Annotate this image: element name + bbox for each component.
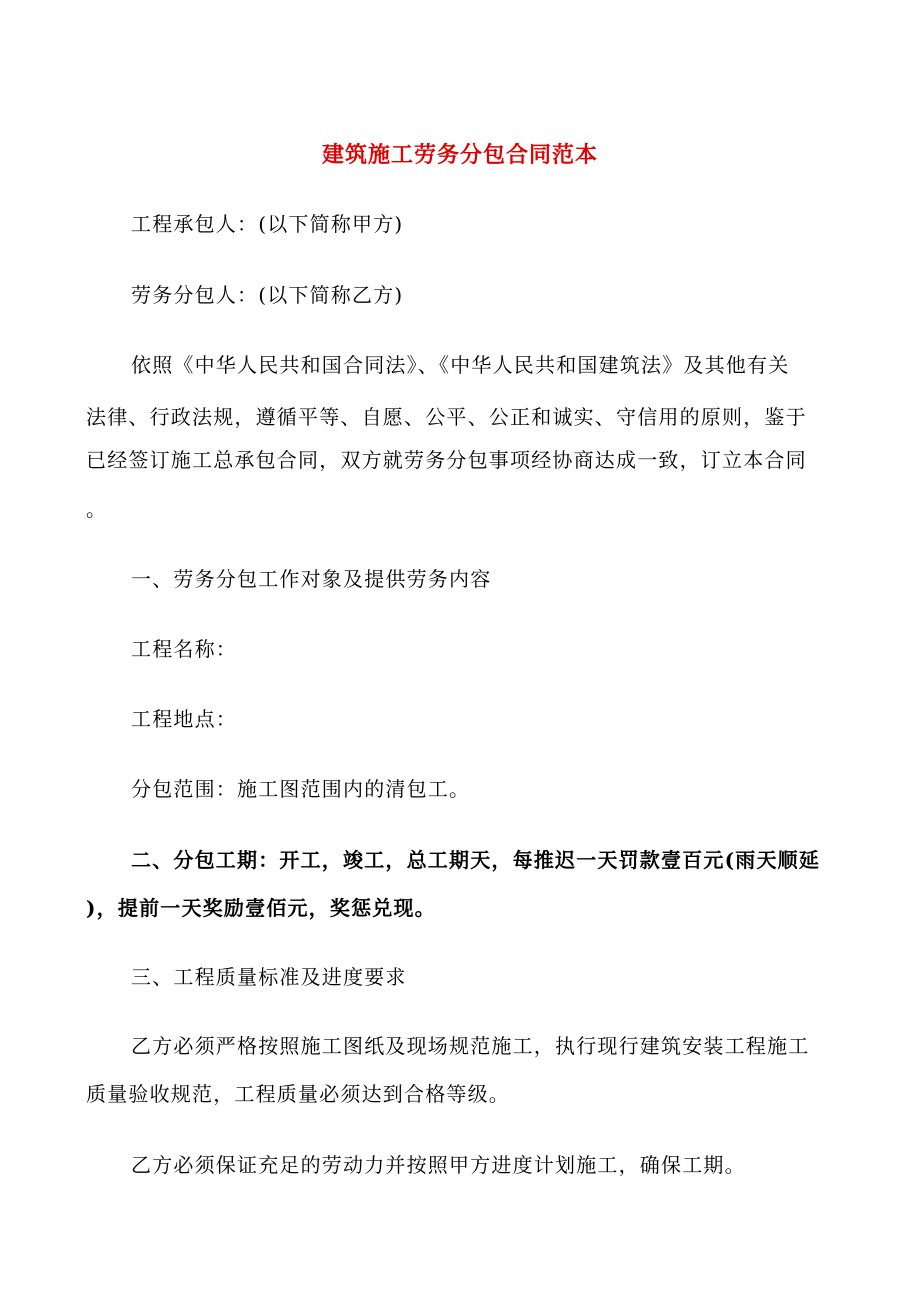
party-a-line: 工程承包人：(以下简称甲方) bbox=[131, 212, 404, 236]
quality-paragraph-line-1: 乙方必须严格按照施工图纸及现场规范施工，执行现行建筑安装工程施工 bbox=[131, 1034, 810, 1058]
preamble-line-1: 依照《中华人民共和国合同法》、《中华人民共和国建筑法》及其他有关 bbox=[131, 353, 790, 377]
subcontract-scope-line: 分包范围：施工图范围内的清包工。 bbox=[131, 777, 471, 801]
section-2-line-2: )，提前一天奖励壹佰元，奖惩兑现。 bbox=[86, 896, 436, 920]
preamble-line-2: 法律、行政法规，遵循平等、自愿、公平、公正和诚实、守信用的原则，鉴于 bbox=[86, 405, 807, 429]
project-location-line: 工程地点： bbox=[131, 707, 237, 731]
quality-paragraph-line-2: 质量验收规范，工程质量必须达到合格等级。 bbox=[86, 1082, 510, 1106]
section-1-heading: 一、劳务分包工作对象及提供劳务内容 bbox=[131, 567, 492, 591]
section-2-line-1: 二、分包工期：开工，竣工，总工期天，每推迟一天罚款壹百元(雨天顺延 bbox=[131, 848, 821, 872]
preamble-line-3: 已经签订施工总承包合同，双方就劳务分包事项经协商达成一致，订立本合同 bbox=[86, 448, 807, 472]
document-title: 建筑施工劳务分包合同范本 bbox=[321, 142, 598, 168]
schedule-paragraph-line: 乙方必须保证充足的劳动力并按照甲方进度计划施工，确保工期。 bbox=[131, 1153, 746, 1177]
party-b-line: 劳务分包人：(以下简称乙方) bbox=[131, 283, 404, 307]
section-3-heading: 三、工程质量标准及进度要求 bbox=[131, 965, 407, 989]
project-name-line: 工程名称： bbox=[131, 637, 237, 661]
preamble-line-4: 。 bbox=[86, 497, 108, 521]
